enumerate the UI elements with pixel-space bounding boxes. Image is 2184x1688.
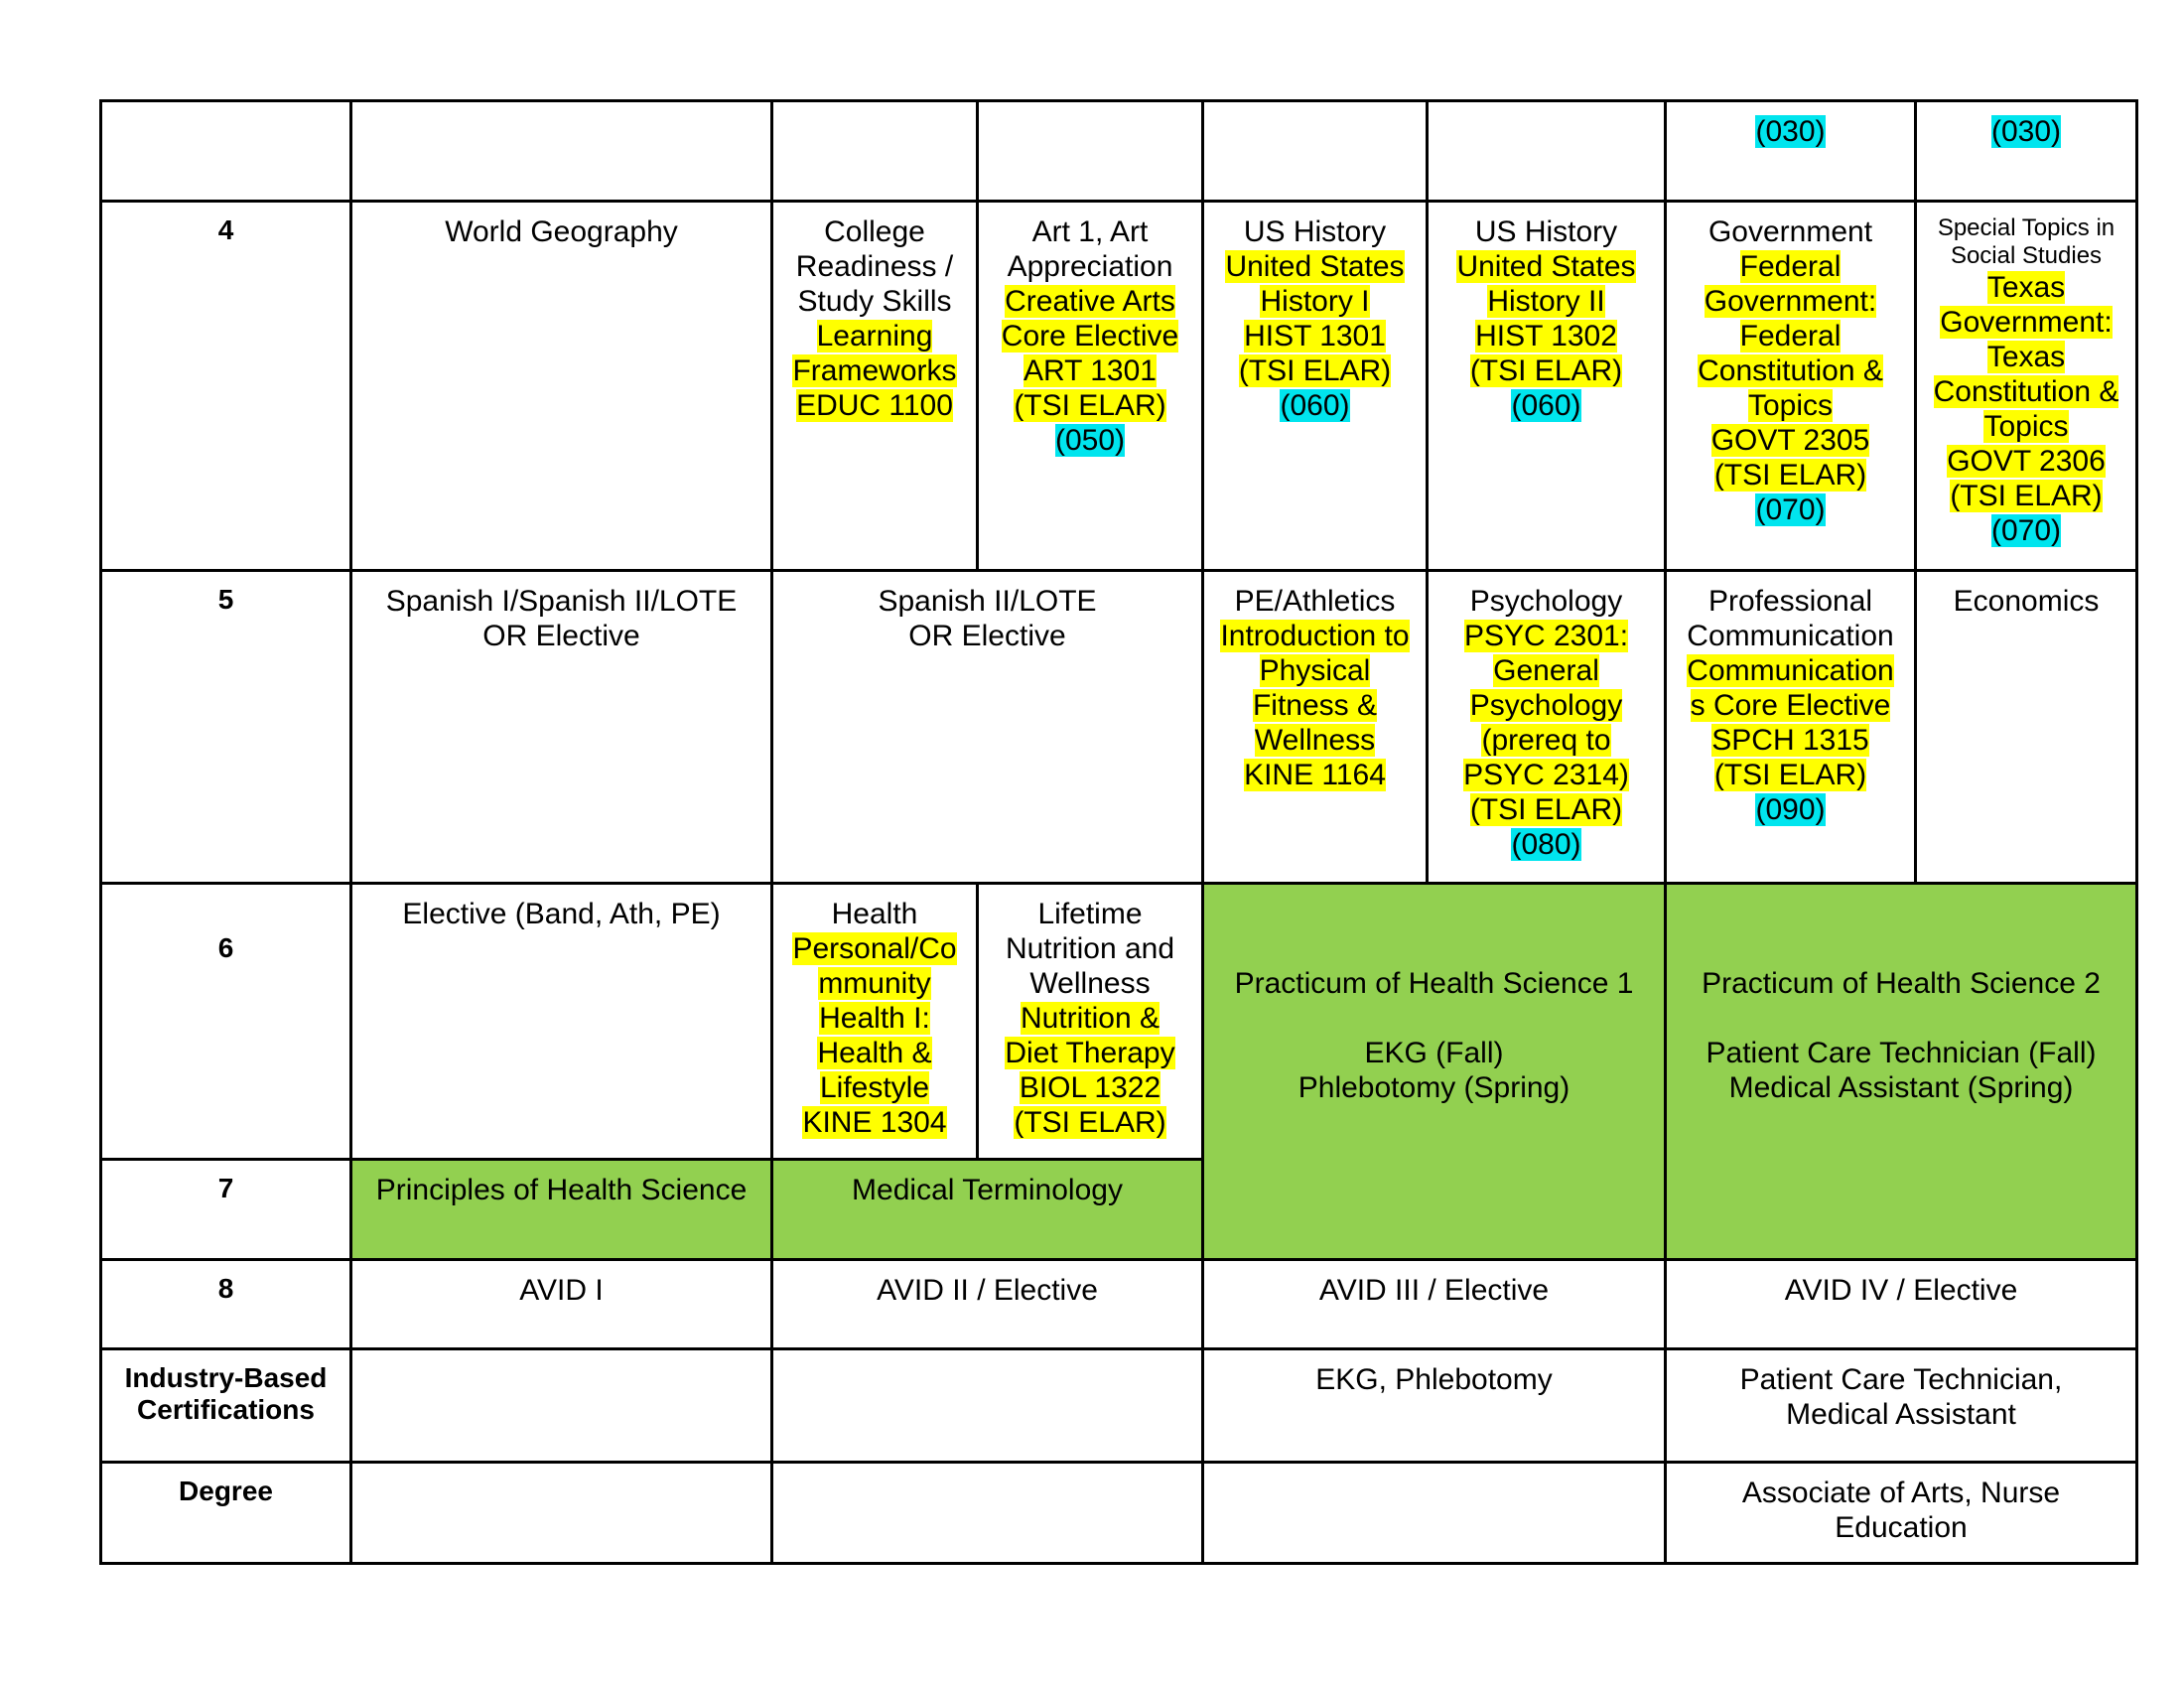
cell-special-topics: Special Topics in Social Studies Texas Government: Texas Constitution & Topics GOVT 2306 (TSI ELAR) (070): [1916, 202, 2137, 571]
cell-practicum-2: Practicum of Health Science 2 Patient Care Technician (Fall) Medical Assistant (Spring): [1666, 883, 2137, 1259]
cell-empty: [772, 101, 978, 202]
cell-empty: [1428, 101, 1666, 202]
row-label-7: 7: [101, 1159, 351, 1259]
row-label-4: 4: [101, 202, 351, 571]
row-label-certifications: Industry-Based Certifications: [101, 1348, 351, 1462]
cell-professional-communication: Professional Communication Communication s Core Elective SPCH 1315 (TSI ELAR) (090): [1666, 571, 1916, 883]
cell-economics: Economics: [1916, 571, 2137, 883]
cell-psychology: Psychology PSYC 2301: General Psychology (prereq to PSYC 2314) (TSI ELAR) (080): [1428, 571, 1666, 883]
cell-empty: [101, 101, 351, 202]
cell-empty: [1203, 101, 1428, 202]
cell-principles-health-science: Principles of Health Science: [351, 1159, 772, 1259]
cell-lifetime-nutrition: Lifetime Nutrition and Wellness Nutrition & Diet Therapy BIOL 1322 (TSI ELAR): [978, 883, 1203, 1159]
cell-art: Art 1, Art Appreciation Creative Arts Core Elective ART 1301 (TSI ELAR) (050): [978, 202, 1203, 571]
cell-empty: [351, 1462, 772, 1563]
cell-degree-associate: Associate of Arts, Nurse Education: [1666, 1462, 2137, 1563]
cell-government: Government Federal Government: Federal Constitution & Topics GOVT 2305 (TSI ELAR) (070): [1666, 202, 1916, 571]
table-row-6: [101, 883, 2137, 1159]
cell-world-geography: World Geography: [351, 202, 772, 571]
course-plan-table: [99, 99, 2138, 1565]
row-label-degree: Degree: [101, 1462, 351, 1563]
cell-pe-athletics: PE/Athletics Introduction to Physical Fitness & Wellness KINE 1164: [1203, 571, 1428, 883]
cell-certs-pct-ma: Patient Care Technician, Medical Assistant: [1666, 1348, 2137, 1462]
cell-empty: [351, 1348, 772, 1462]
table-row-5: [101, 571, 2137, 883]
cell-empty: [772, 1348, 1203, 1462]
cell-code-030-a: (030): [1666, 101, 1916, 202]
cell-empty: [1203, 1462, 1666, 1563]
cell-empty: [772, 1462, 1203, 1563]
row-label-5: 5: [101, 571, 351, 883]
cell-us-history-2: US History United States History II HIST 1302 (TSI ELAR) (060): [1428, 202, 1666, 571]
cell-us-history-1: US History United States History I HIST 1301 (TSI ELAR) (060): [1203, 202, 1428, 571]
cell-practicum-1: Practicum of Health Science 1 EKG (Fall) Phlebotomy (Spring): [1203, 883, 1666, 1259]
row-label-8: 8: [101, 1259, 351, 1348]
table-row-4: [101, 202, 2137, 571]
table-row-certifications: [101, 1348, 2137, 1462]
cell-empty: [351, 101, 772, 202]
cell-avid-2: AVID II / Elective: [772, 1259, 1203, 1348]
table-row-top: [101, 101, 2137, 202]
cell-health: Health Personal/Co mmunity Health I: Health & Lifestyle KINE 1304: [772, 883, 978, 1159]
cell-medical-terminology: Medical Terminology: [772, 1159, 1203, 1259]
cell-spanish-1: Spanish I/Spanish II/LOTE OR Elective: [351, 571, 772, 883]
cell-spanish-2: Spanish II/LOTE OR Elective: [772, 571, 1203, 883]
cell-elective: Elective (Band, Ath, PE): [351, 883, 772, 1159]
cell-code-030-b: (030): [1916, 101, 2137, 202]
cell-avid-4: AVID IV / Elective: [1666, 1259, 2137, 1348]
cell-avid-1: AVID I: [351, 1259, 772, 1348]
row-label-6: 6: [101, 883, 351, 1159]
table-row-degree: [101, 1462, 2137, 1563]
cell-certs-ekg-phlebotomy: EKG, Phlebotomy: [1203, 1348, 1666, 1462]
cell-avid-3: AVID III / Elective: [1203, 1259, 1666, 1348]
table-row-8: [101, 1259, 2137, 1348]
cell-empty: [978, 101, 1203, 202]
cell-college-readiness: College Readiness / Study Skills Learning Frameworks EDUC 1100: [772, 202, 978, 571]
